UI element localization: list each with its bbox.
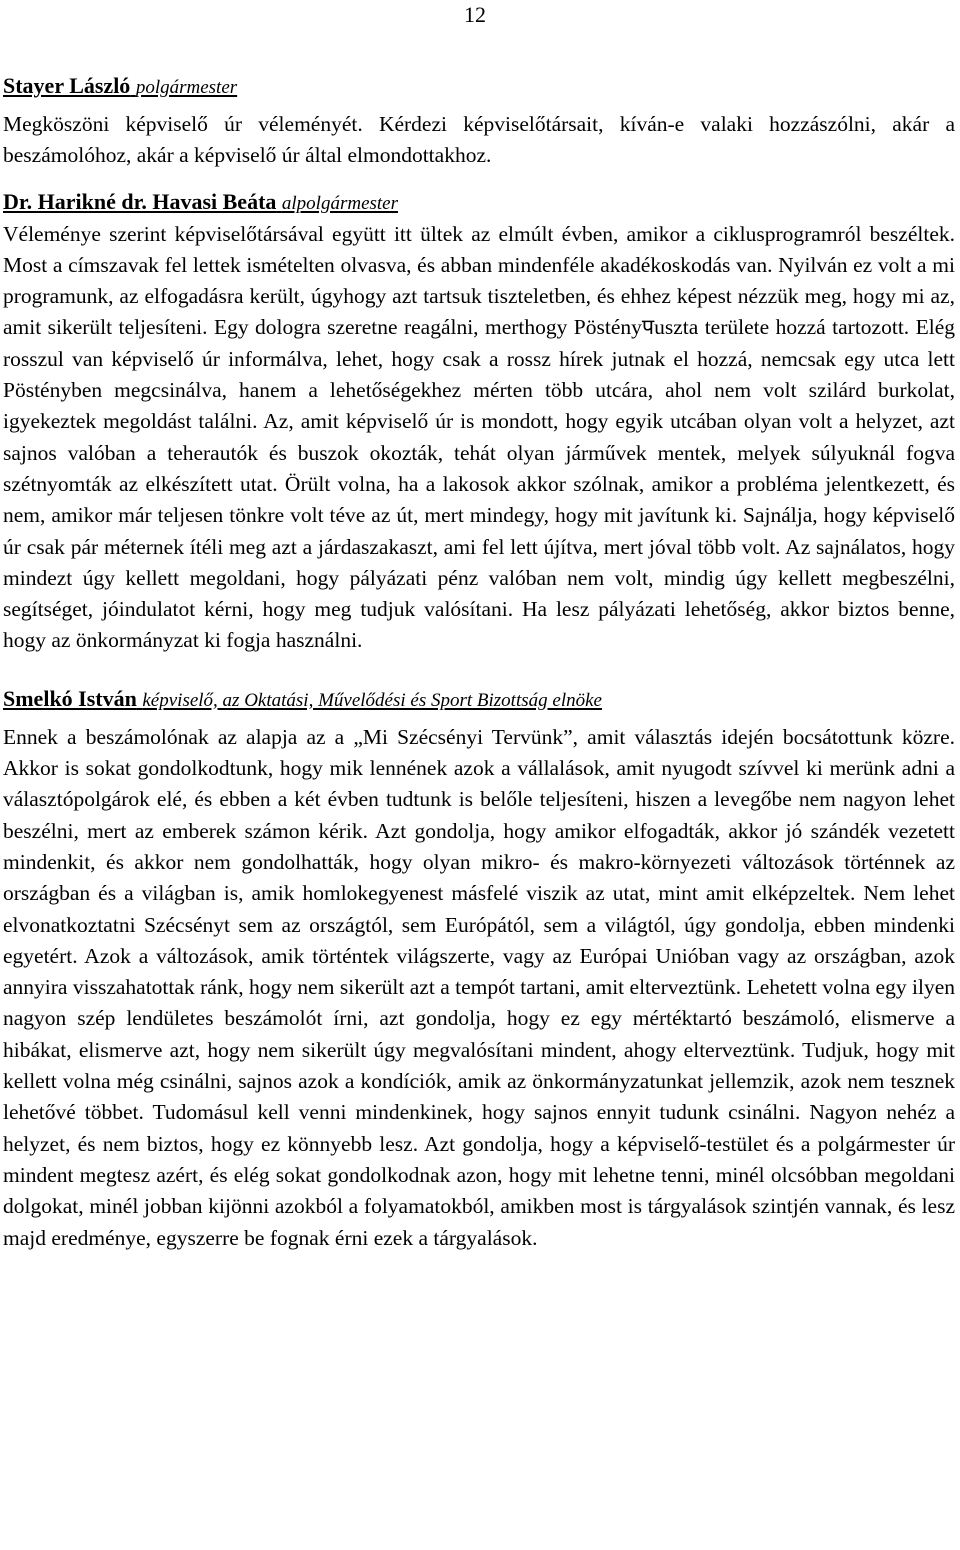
speech-paragraph: Véleménye szerint képviselőtársával együtt itt ültek az elmúlt évben, amikor a ciklusprogramról beszéltek. Most a címszavak fel lettek ismételten olvasva, és abban mindenféle akadékoskodás van. Nyilván ez volt a mi programunk, az elfogadásra került, úgyhogy azt tartsuk tiszteletben, és ehhez képest nézzük meg, hogy mi az, amit sikerült teljesíteni. Egy dologra szeretne reagálni, merthogy Pöstényपuszta területe hozzá tartozott. Elég rosszul van képviselő úr informálva, lehet, hogy csak a rossz hírek jutnak el hozzá, nemcsak egy utca lett Pöstényben megcsinálva, hanem a lehetőségekhez mérten több utcára, ahol nem volt szilárd burkolat, igyekeztek megoldást találni. Az, amit képviselő úr is mondott, hogy egyik utcában olyan volt a helyzet, azt sajnos valóban a teherautók és buszok okozták, tehát olyan járművek mentek, melyek súlyuknál fogva szétnyomták az elkészített utat. Örült volna, ha a lakosok akkor szólnak, amikor a probléma jelentkezett, és nem, amikor már teljesen tönkre volt téve az út, mert mindegy, hogy mit javítunk ki. Sajnálja, hogy képviselő úr csak pár méternek ítéli meg azt a járdaszakaszt, ami fel lett újítva, mert jóval több volt. Az sajnálatos, hogy mindezt úgy kellett megoldani, hogy pályázati pénz valóban nem volt, mindig úgy kellett megbeszélni, segítséget, jóindulatot kérni, hogy meg tudjuk valósítani. Ha lesz pályázati lehetőség, akkor biztos benne, hogy az önkormányzat ki fogja használni. — [3, 221, 955, 653]
speaker-name: Stayer László — [3, 73, 131, 98]
speaker-role: alpolgármester — [281, 192, 398, 214]
speaker-role: képviselő, az Oktatási, Művelődési és Sport Bizottság elnöke — [142, 689, 602, 711]
speaker-name: Dr. Harikné dr. Havasi Beáta — [3, 188, 277, 214]
speaker-role: polgármester — [135, 77, 238, 98]
speech-paragraph: Megköszöni képviselő úr véleményét. Kérdezi képviselőtársait, kíván-e valaki hozzászólni, akár a beszámolóhoz, akár a képviselő úr által elmondottakhoz. — [3, 112, 955, 168]
document-body — [3, 70, 955, 1254]
page-number: 12 — [464, 2, 486, 27]
speaker-name: Smelkó István — [3, 685, 137, 711]
speech-paragraph: Ennek a beszámolónak az alapja az a „Mi Szécsényi Tervünk”, amit választás idején bocsátottunk közre. Akkor is sokat gondolkodtunk, hogy mik lennének azok a vállalások, amit nyugodt szívvel ki merünk adni a választópolgárok elé, és ebben a két évben tudtunk is belőle teljesíteni, hiszen a levegőbe nem nagyon lehet beszélni, mert az emberek számon kérik. Azt gondolja, hogy amikor elfogadták, akkor jó szándék vezetett mindenkit, és akkor nem gondolhatták, hogy olyan mikro- és makro-környezeti változások történnek az országban és a világban is, amik homlokegyenest másfelé viszik az utat, mint amit elképzeltek. Nem lehet elvonatkoztatni Szécsényt sem az országtól, sem Európától, sem a világtól, úgy gondolja, ebben mindenki egyetért. Azok a változások, amik történtek világszerte, vagy az Európai Unióban vagy az országban, azok annyira visszahatottak ránk, hogy nem sikerült azt a tempót tartani, amit elterveztünk. Lehetett volna egy ilyen nagyon szép lendületes beszámolót írni, azt gondolja, hogy ez egy mértéktartó beszámoló, elismerve a hibákat, elismerve azt, hogy nem sikerült úgy megvalósítani mindent, ahogy elterveztünk. Tudjuk, hogy mit kellett volna még csinálni, sajnos azok a kondíciók, amik az önkormányzatunkat jellemzik, azok nem tesznek lehetővé többet. Tudomásul kell venni mindenkinek, hogy sajnos ennyit tudunk csinálni. Nagyon nehéz a helyzet, és nem biztos, hogy ez könnyebb lesz. Azt gondolja, hogy a képviselő-testület és a polgármester úr mindent megtesz azért, és elég sokat gondolkodnak azon, hogy mit lehetne tenni, minél olcsóbban megoldani dolgokat, minél jobban kijönni azokból a folyamatokból, amikben most is tárgyalások szintjén vannak, és lesz majd eredménye, egyszerre be fognak érni ezek a tárgyalások. — [3, 724, 955, 1250]
speaker-heading — [3, 70, 955, 103]
speaker-heading — [3, 683, 955, 716]
speaker-heading — [3, 186, 955, 219]
